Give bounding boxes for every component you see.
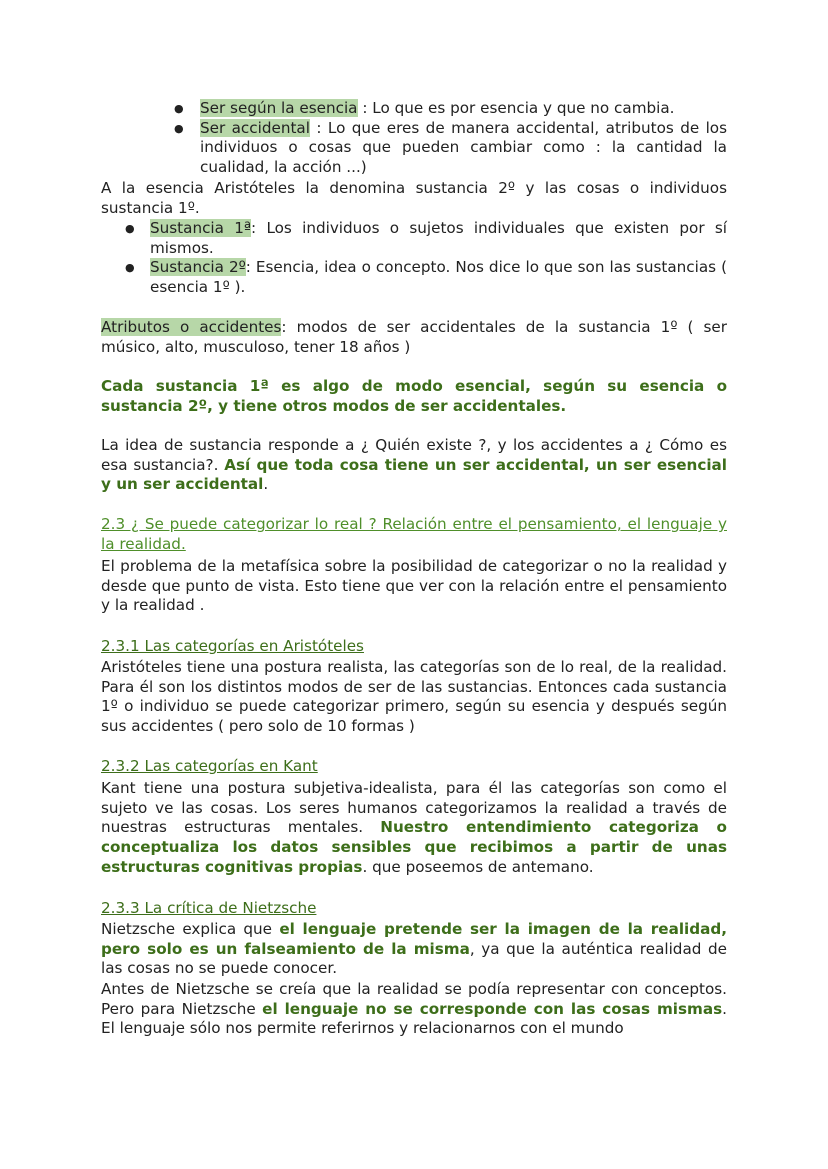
section-2-3-2-text: Kant tiene una postura subjetiva-idealista, para él las categorías son como el sujeto ve las cosas. Los seres humanos categorizamos la realidad a través de nuestras estructuras mentales. Nuestro entendimiento categoriza o conceptualiza los datos sensibles que recibimos a partir de unas estructuras cognitivas propias. que poseemos de antemano. — [101, 779, 727, 876]
list-item: ● Ser según la esencia : Lo que es por esencia y que no cambia. — [101, 99, 727, 119]
highlighted-term: Ser según la esencia — [200, 99, 358, 117]
highlighted-term: Sustancia 2º — [150, 258, 246, 277]
highlighted-term: Ser accidental — [200, 118, 310, 137]
list-item: ● Sustancia 1ª: Los individuos o sujetos individuales que existen por sí mismos. — [101, 219, 727, 258]
section-2-3-2-heading: 2.3.2 Las categorías en Kant — [101, 757, 318, 775]
highlighted-term: Sustancia 1ª — [150, 219, 252, 237]
esencia-bullet-list — [101, 99, 727, 178]
section-2-3-3-heading: 2.3.3 La crítica de Nietzsche — [101, 899, 317, 917]
highlighted-term: Atributos o accidentes — [101, 318, 282, 336]
cada-sustancia-paragraph: Cada sustancia 1ª es algo de modo esencial, según su esencia o sustancia 2º, y tiene otros modos de ser accidentales. — [101, 377, 727, 415]
sustancia-bullet-list — [101, 219, 727, 298]
idea-sustancia-paragraph: La idea de sustancia responde a ¿ Quién existe ?, y los accidentes a ¿ Cómo es esa sustancia?. Así que toda cosa tiene un ser accidental, un ser esencial y un ser accidental. — [101, 436, 727, 494]
list-item: ● Ser accidental : Lo que eres de manera accidental, atributos de los individuos o cosas que pueden cambiar como : la cantidad la cualidad, la acción ...) — [101, 119, 727, 178]
section-2-3-3-text-2: Antes de Nietzsche se creía que la realidad se podía representar con conceptos. Pero para Nietzsche el lenguaje no se corresponde con las cosas mismas. El lenguaje sólo nos permite referirnos y relacionarnos con el mundo — [101, 980, 727, 1038]
section-2-3-1-text: Aristóteles tiene una postura realista, las categorías son de lo real, de la realidad. Para él son los distintos modos de ser de las sustancias. Entonces cada sustancia 1º o individuo se puede categorizar primero, según su esencia y después según sus accidentes ( pero solo de 10 formas ) — [101, 658, 727, 736]
atributos-paragraph: Atributos o accidentes: modos de ser accidentales de la sustancia 1º ( ser músico, alto, musculoso, tener 18 años ) — [101, 318, 728, 356]
section-2-3-1-heading: 2.3.1 Las categorías en Aristóteles — [101, 637, 364, 655]
section-2-3-heading[interactable]: 2.3 ¿ Se puede categorizar lo real ? Relación entre el pensamiento, el lenguaje y la realidad. — [101, 515, 727, 553]
esencia-paragraph: A la esencia Aristóteles la denomina sustancia 2º y las cosas o individuos sustancia 1º. — [101, 179, 727, 217]
list-item: ● Sustancia 2º: Esencia, idea o concepto. Nos dice lo que son las sustancias ( esencia 1º ). — [101, 258, 727, 297]
section-2-3-3-text-1: Nietzsche explica que el lenguaje pretende ser la imagen de la realidad, pero solo es un falseamiento de la misma, ya que la auténtica realidad de las cosas no se puede conocer. — [101, 920, 727, 978]
section-2-3-text: El problema de la metafísica sobre la posibilidad de categorizar o no la realidad y desde que punto de vista. Esto tiene que ver con la relación entre el pensamiento y la realidad . — [101, 557, 727, 615]
